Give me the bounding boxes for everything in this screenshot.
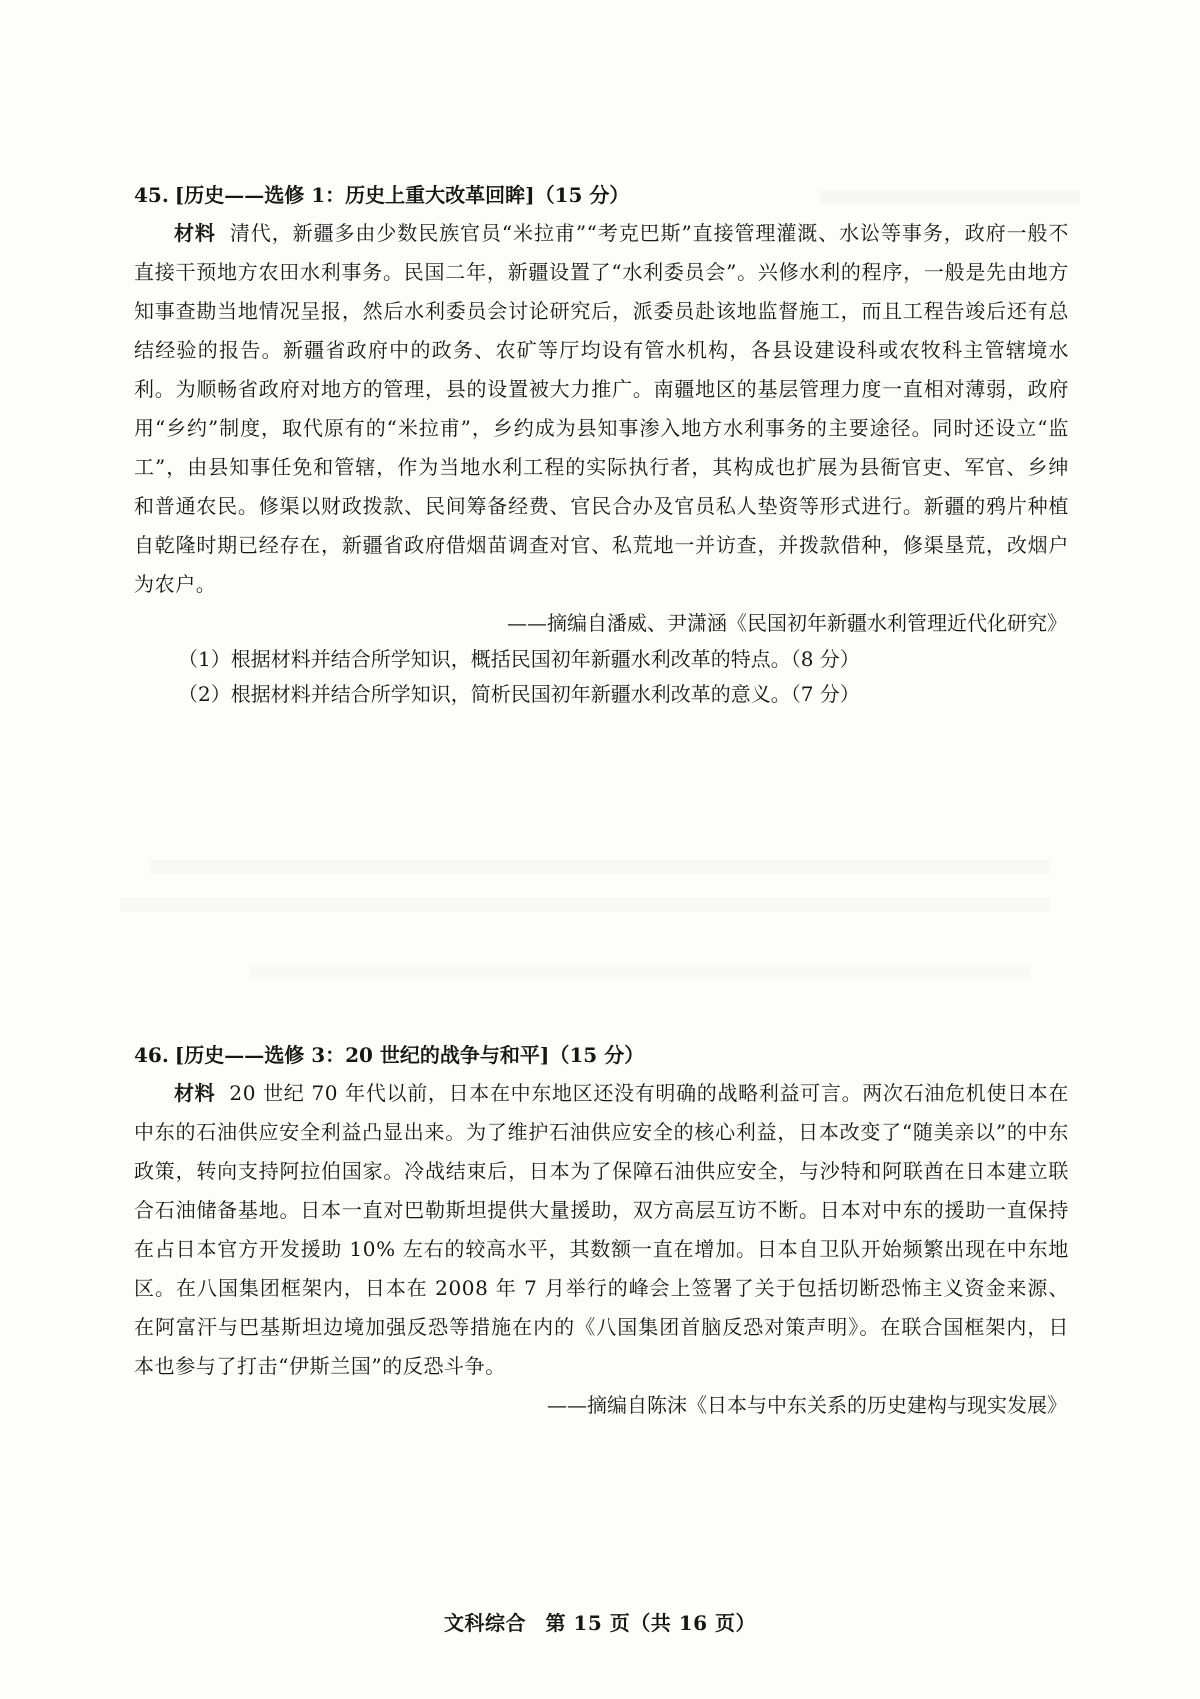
question-46	[134, 1040, 1069, 1424]
question-46-material	[134, 1074, 1069, 1386]
material-label: 材料	[174, 1081, 216, 1105]
question-45-material	[134, 214, 1069, 604]
material-label: 材料	[174, 221, 216, 245]
question-45-source: ——摘编自潘威、尹潇涵《民国初年新疆水利管理近代化研究》	[507, 611, 1067, 635]
question-46-material-text: 20 世纪 70 年代以前，日本在中东地区还没有明确的战略利益可言。两次石油危机使日本在中东的石油供应安全利益凸显出来。为了维护石油供应安全的核心利益，日本改变了“随美亲以”的中东政策，转向支持阿拉伯国家。冷战结束后，日本为了保障石油供应安全，与沙特和阿联酋在日本建立联合石油储备基地。日本一直对巴勒斯坦提供大量援助，双方高层互访不断。日本对中东的援助一直保持在占日本官方开发援助 10% 左右的较高水平，其数额一直在增加。日本自卫队开始频繁出现在中东地区。在八国集团框架内，日本在 2008 年 7 月举行的峰会上签署了关于包括切断恐怖主义资金来源、在阿富汗与巴基斯坦边境加强反恐等措施在内的《八国集团首脑反恐对策声明》。在联合国框架内，日本也参与了打击“伊斯兰国”的反恐斗争。	[134, 1081, 1069, 1378]
question-45-material-text: 清代，新疆多由少数民族官员“米拉甫”“考克巴斯”直接管理灌溉、水讼等事务，政府一般不直接干预地方农田水利事务。民国二年，新疆设置了“水利委员会”。兴修水利的程序，一般是先由地方知事查勘当地情况呈报，然后水利委员会讨论研究后，派委员赴该地监督施工，而且工程告竣后还有总结经验的报告。新疆省政府中的政务、农矿等厅均设有管水机构，各县设建设科或农牧科主管辖境水利。为顺畅省政府对地方的管理，县的设置被大力推广。南疆地区的基层管理力度一直相对薄弱，政府用“乡约”制度，取代原有的“米拉甫”，乡约成为县知事渗入地方水利事务的主要途径。同时还设立“监工”，由县知事任免和管辖，作为当地水利工程的实际执行者，其构成也扩展为县衙官吏、军官、乡绅和普通农民。修渠以财政拨款、民间筹备经费、官民合办及官员私人垫资等形式进行。新疆的鸦片种植自乾隆时期已经存在，新疆省政府借烟苗调查对官、私荒地一并访查，并拨款借种，修渠垦荒，改烟户为农户。	[134, 221, 1069, 596]
question-45-sub-2: （2）根据材料并结合所学知识，简析民国初年新疆水利改革的意义。（7 分）	[178, 682, 860, 706]
show-through-block	[120, 898, 1050, 912]
question-45	[134, 180, 1069, 712]
question-45-number: 45.	[134, 183, 169, 207]
question-46-header	[134, 1040, 1069, 1070]
show-through-block	[250, 965, 1030, 979]
footer-page-info: 第 15 页（共 16 页）	[545, 1611, 756, 1635]
question-45-sub-1: （1）根据材料并结合所学知识，概括民国初年新疆水利改革的特点。（8 分）	[178, 647, 860, 671]
question-46-number: 46.	[134, 1043, 169, 1067]
question-46-title: [历史——选修 3：20 世纪的战争与和平]（15 分）	[174, 1043, 645, 1067]
show-through-block	[150, 860, 1050, 874]
question-46-source: ——摘编自陈沫《日本与中东关系的历史建构与现实发展》	[547, 1393, 1067, 1417]
question-45-header	[134, 180, 1069, 210]
footer-subject: 文科综合	[444, 1611, 526, 1635]
page-footer	[0, 1607, 1200, 1636]
question-45-title: [历史——选修 1：历史上重大改革回眸]（15 分）	[174, 183, 630, 207]
